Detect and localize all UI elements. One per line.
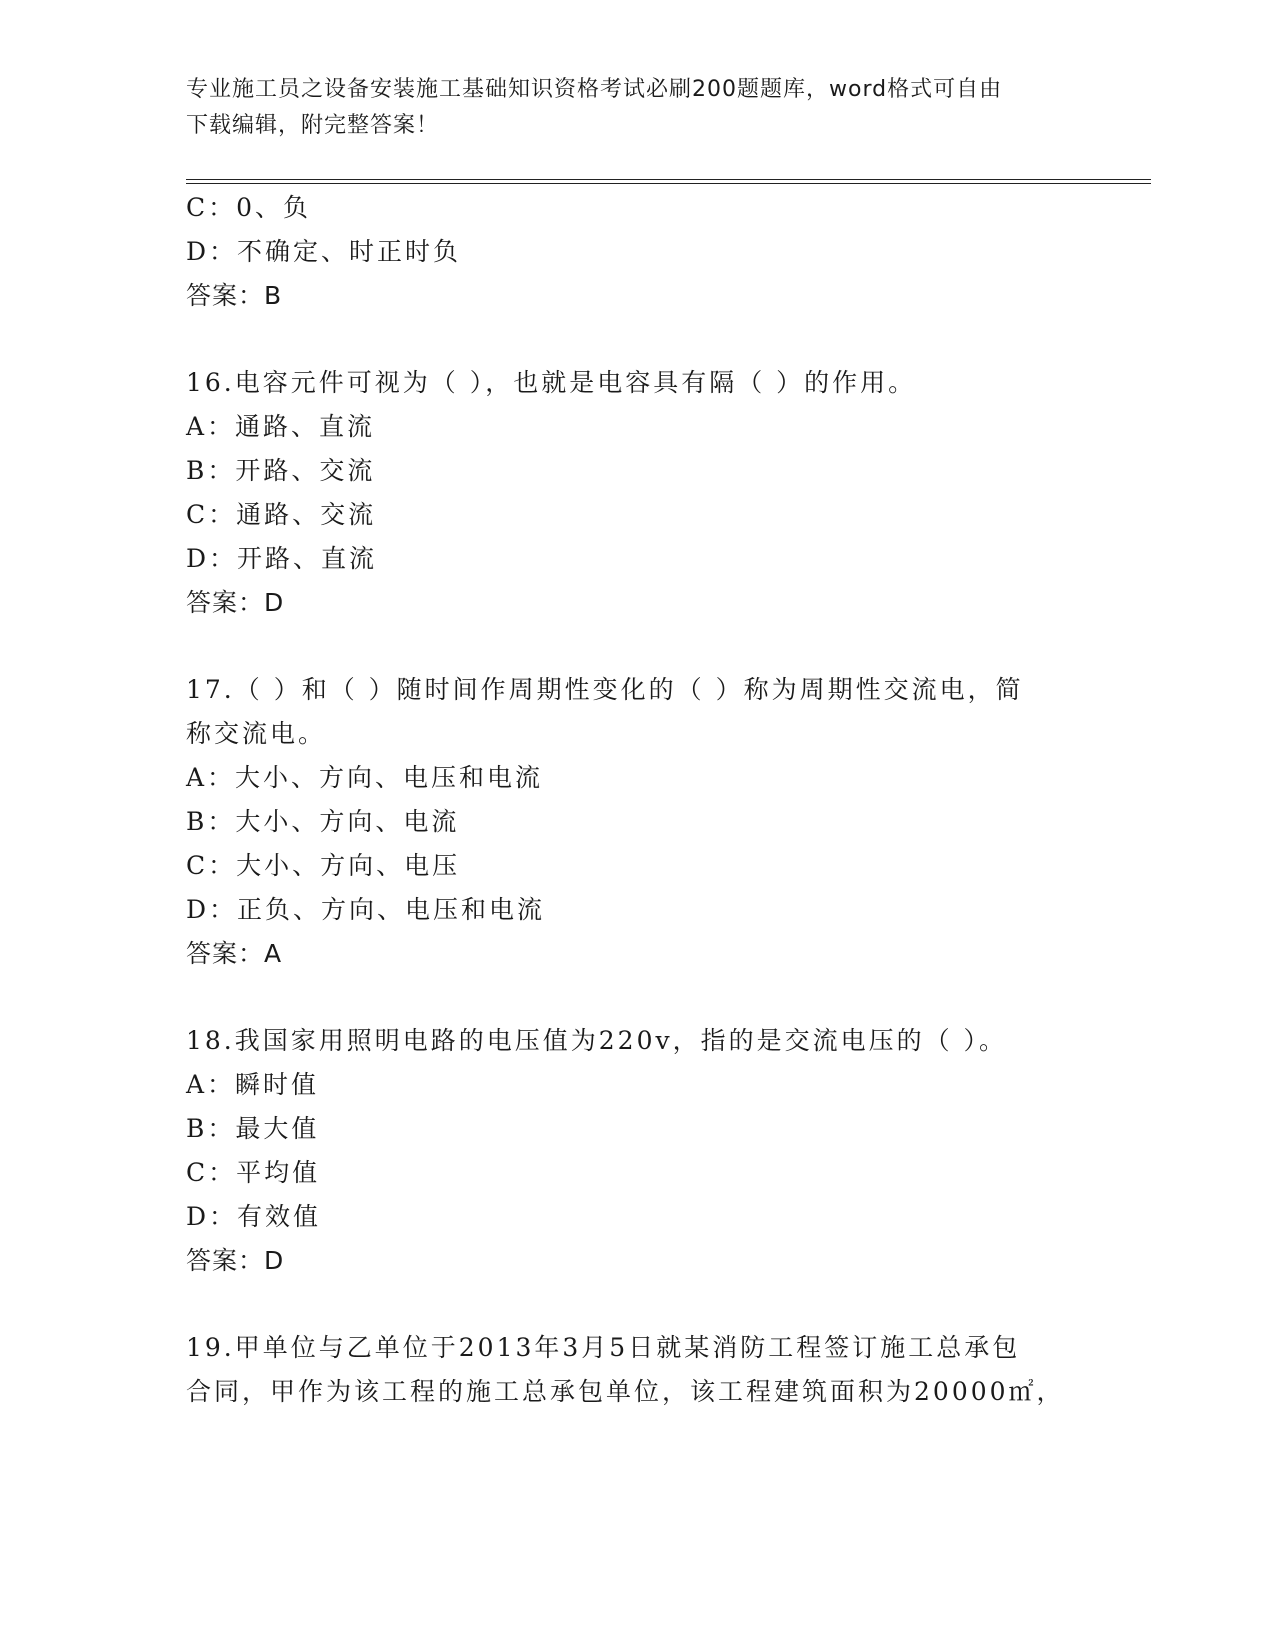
q17-option-c: C：大小、方向、电压	[186, 851, 461, 880]
q15-option-d: D：不确定、时正时负	[186, 237, 462, 266]
q15-option-c: C：0、负	[186, 193, 312, 222]
q18-stem: 18.我国家用照明电路的电压值为220v，指的是交流电压的（ ）。	[186, 1026, 1008, 1055]
q17-option-b: B：大小、方向、电流	[186, 807, 460, 836]
q18-option-a: A：瞬时值	[186, 1070, 320, 1099]
document-header	[186, 72, 1066, 144]
q16-option-d: D：开路、直流	[186, 544, 378, 573]
q16-option-a: A：通路、直流	[186, 412, 376, 441]
q18-option-d: D：有效值	[186, 1202, 322, 1231]
q18-answer: 答案：D	[186, 1246, 285, 1275]
q18-option-b: B：最大值	[186, 1114, 320, 1143]
q17-answer: 答案：A	[186, 939, 283, 968]
header-line-2: 下载编辑，附完整答案！	[186, 113, 440, 138]
q16-option-c: C：通路、交流	[186, 500, 377, 529]
q16-stem: 16.电容元件可视为（ ），也就是电容具有隔（ ）的作用。	[186, 368, 917, 397]
q15-answer: 答案：B	[186, 281, 283, 310]
q18-option-c: C：平均值	[186, 1158, 321, 1187]
q17-stem-line-1: 17.（ ）和（ ）随时间作周期性变化的（ ）称为周期性交流电，简	[186, 675, 1024, 704]
q16-answer: 答案：D	[186, 588, 285, 617]
q19-stem-line-1: 19.甲单位与乙单位于2013年3月5日就某消防工程签订施工总承包	[186, 1333, 1021, 1362]
header-line-1: 专业施工员之设备安装施工基础知识资格考试必刷200题题库，word格式可自由	[186, 77, 1003, 102]
q17-stem-line-2: 称交流电。	[186, 719, 327, 748]
q19-stem-line-2: 合同，甲作为该工程的施工总承包单位，该工程建筑面积为20000㎡，	[186, 1377, 1065, 1406]
q16-option-b: B：开路、交流	[186, 456, 376, 485]
header-divider-top	[186, 179, 1151, 180]
q17-option-d: D：正负、方向、电压和电流	[186, 895, 546, 924]
header-divider-bottom	[186, 183, 1151, 184]
q17-option-a: A：大小、方向、电压和电流	[186, 763, 544, 792]
